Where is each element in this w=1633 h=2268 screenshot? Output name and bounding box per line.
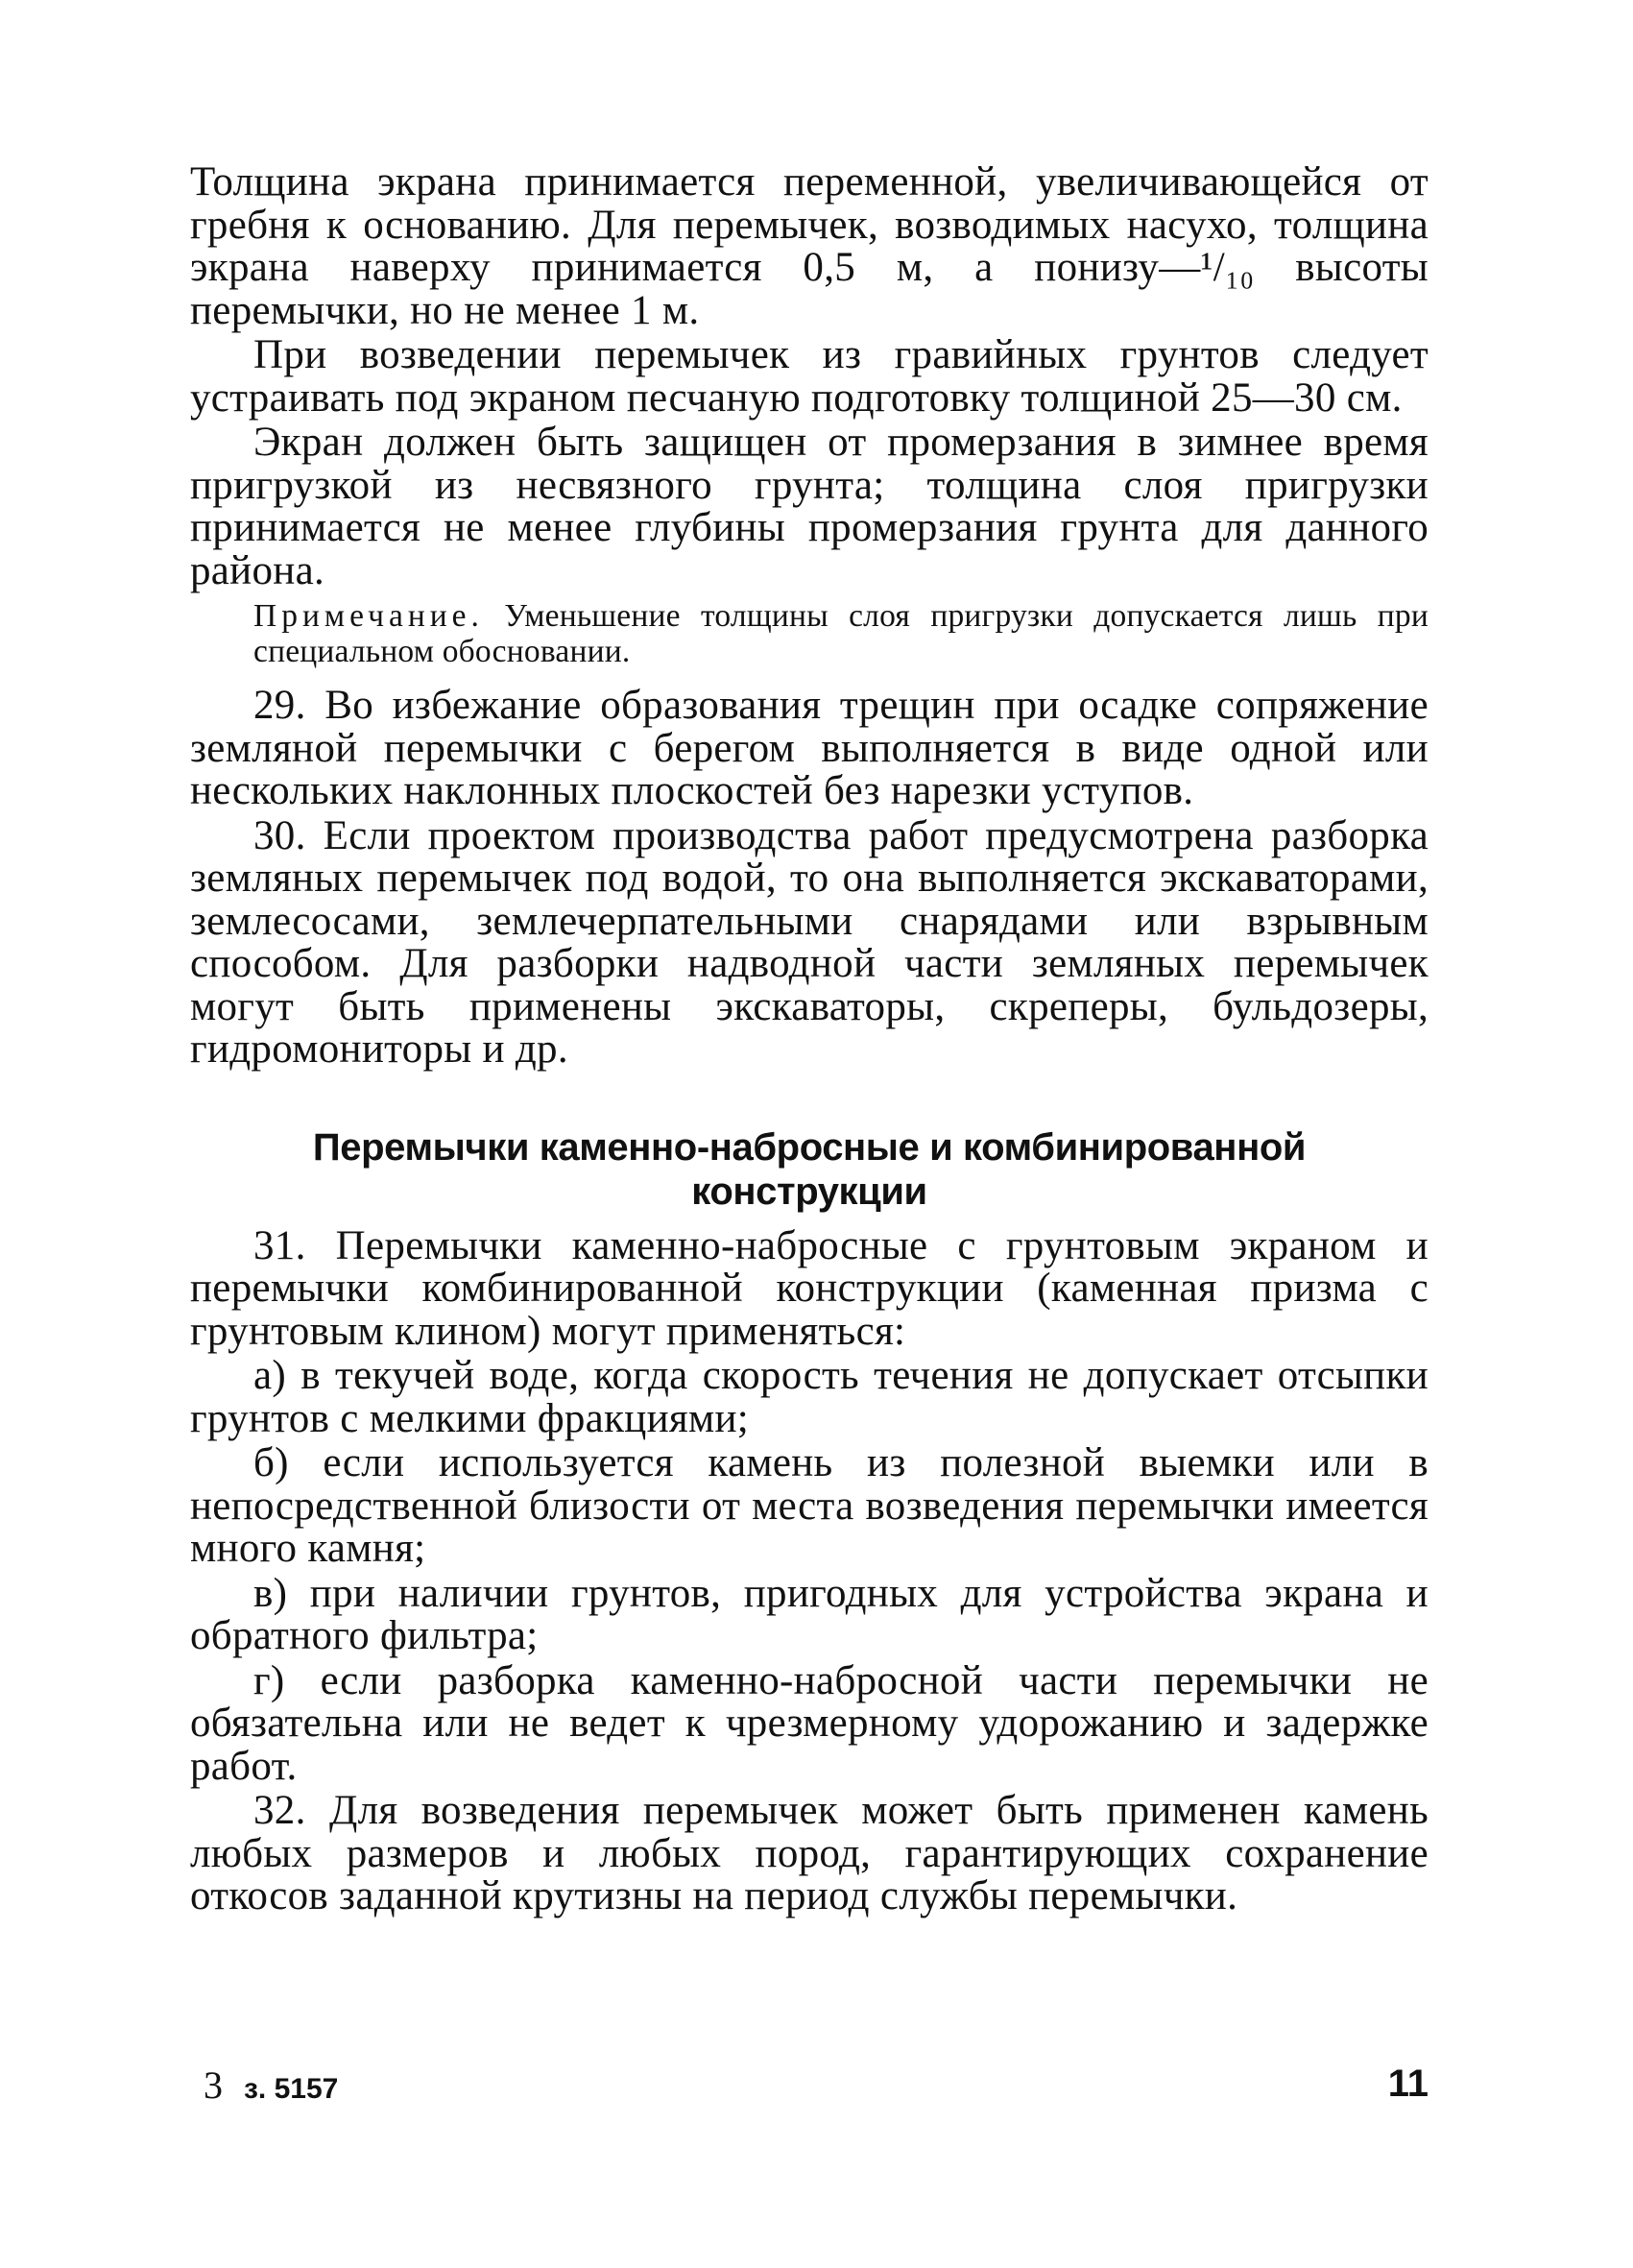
document-page — [190, 161, 1429, 2139]
paragraph-31: 31. Перемычки каменно-набросные с грунтовым экраном и перемычки комбинированной конструкции (каменная призма с грунтовым клином) могут применяться: — [190, 1222, 1429, 1354]
paragraph-screen-thickness: Толщина экрана принимается переменной, увеличивающейся от гребня к основанию. Для перемычек, возводимых насухо, толщина экрана наверху принимается 0,5 м, а понизу—¹/₁₀ высоты перемычки, но не менее 1 м. — [190, 159, 1429, 333]
section-heading: Перемычки каменно-набросные и комбинированной конструкции — [312, 1125, 1307, 1213]
printer-signature — [204, 2063, 338, 2108]
signature-code: з. 5157 — [244, 2073, 339, 2105]
paragraph-32: 32. Для возведения перемычек может быть применен камень любых размеров и любых пород, гарантирующих сохранение откосов заданной крутизны на период службы перемычки. — [190, 1788, 1429, 1918]
list-item-a: а) в текучей воде, когда скорость течения не допускает отсыпки грунтов с мелкими фракциями; — [190, 1353, 1429, 1441]
list-item-g: г) если разборка каменно-набросной части перемычки не обязательна или не ведет к чрезмерному удорожанию и задержке работ. — [190, 1657, 1429, 1789]
paragraph-30: 30. Если проектом производства работ предусмотрена разборка земляных перемычек под водой, то она выполняется экскаваторами, землесосами, землечерпательными снарядами или взрывным способом. Для разборки надводной части земляных перемычек могут быть применены экскаваторы, скреперы, бульдозеры, гидромониторы и др. — [190, 812, 1429, 1072]
paragraph-gravel-soils: При возведении перемычек из гравийных грунтов следует устраивать под экраном песчаную подготовку толщиной 25—30 см. — [190, 332, 1429, 421]
page-footer — [190, 2063, 1429, 2111]
list-item-v: в) при наличии грунтов, пригодных для устройства экрана и обратного фильтра; — [190, 1570, 1429, 1658]
paragraph-29: 29. Во избежание образования трещин при осадке сопряжение земляной перемычки с берегом выполняется в виде одной или нескольких наклонных плоскостей без нарезки уступов. — [190, 683, 1429, 813]
page-number: 11 — [1387, 2063, 1429, 2105]
signature-number: 3 — [204, 2063, 223, 2107]
note-label: Примечание. — [253, 598, 484, 634]
note — [190, 598, 1429, 669]
list-item-b: б) если используется камень из полезной выемки или в непосредственной близости от места возведения перемычки имеется много камня; — [190, 1440, 1429, 1571]
paragraph-frost-protection: Экран должен быть защищен от промерзания в зимнее время пригрузкой из несвязного грунта; толщина слоя пригрузки принимается не менее глубины промерзания грунта для данного района. — [190, 420, 1429, 593]
note-text: Уменьшение толщины слоя пригрузки допускается лишь при специальном обосновании. — [253, 598, 1429, 669]
